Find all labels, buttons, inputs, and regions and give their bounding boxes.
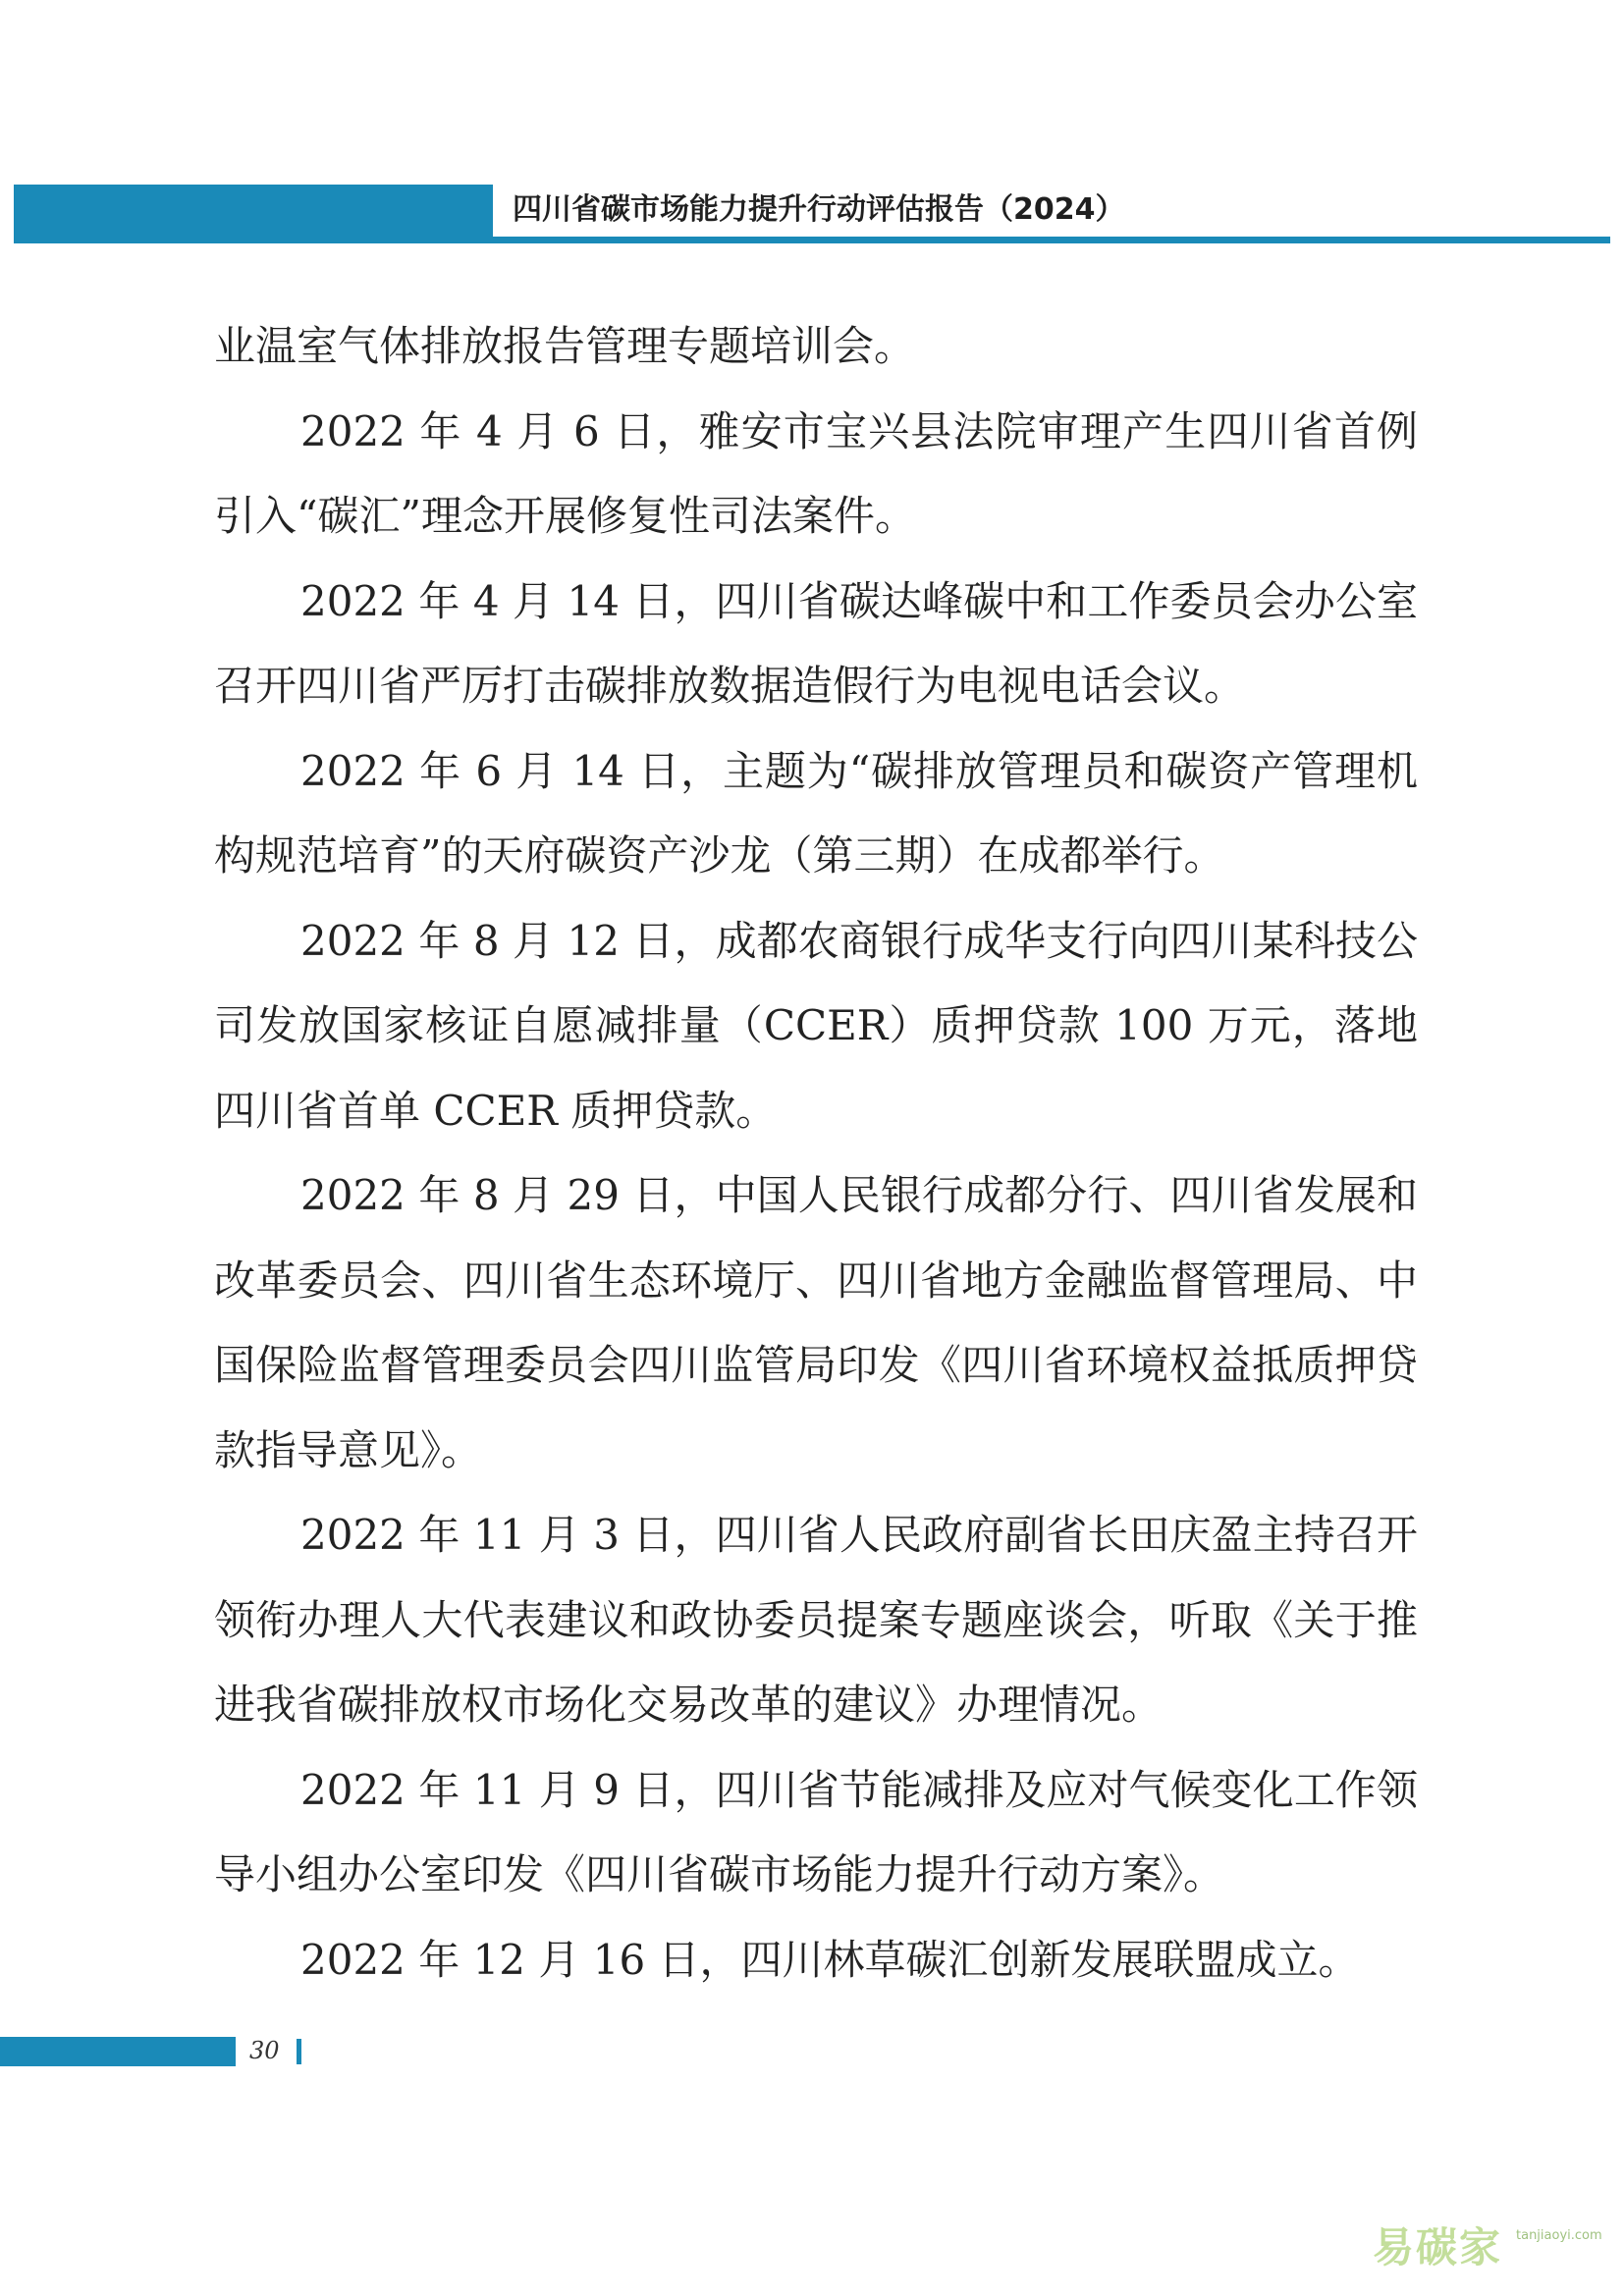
paragraph: 业温室气体排放报告管理专题培训会。	[214, 322, 916, 370]
watermark-text: 易碳家	[1373, 2223, 1503, 2271]
paragraph: 2022 年 6 月 14 日，主题为“碳排放管理员和碳资产管理机构规范培育”的天府碳资产沙龙（第三期）在成都举行。	[214, 746, 1418, 880]
paragraph: 2022 年 11 月 3 日，四川省人民政府副省长田庆盈主持召开领衔办理人大代表建议和政协委员提案专题座谈会，听取《关于推进我省碳排放权市场化交易改革的建议》办理情况。	[214, 1511, 1418, 1729]
header-rule	[493, 237, 1610, 243]
paragraph: 2022 年 4 月 6 日，雅安市宝兴县法院审理产生四川省首例引入“碳汇”理念开展修复性司法案件。	[214, 406, 1418, 540]
paragraph: 2022 年 4 月 14 日，四川省碳达峰碳中和工作委员会办公室召开四川省严厉打击碳排放数据造假行为电视电话会议。	[214, 576, 1418, 710]
paragraph: 2022 年 11 月 9 日，四川省节能减排及应对气候变化工作领导小组办公室印发《四川省碳市场能力提升行动方案》。	[214, 1765, 1418, 1898]
watermark-logo	[1373, 2220, 1602, 2275]
footer-accent-bar	[0, 2037, 236, 2066]
footer-mark	[297, 2039, 301, 2064]
paragraph: 2022 年 8 月 12 日，成都农商银行成华支行向四川某科技公司发放国家核证自愿减排量（CCER）质押贷款 100 万元，落地四川省首单 CCER 质押贷款。	[214, 916, 1418, 1135]
paragraph: 2022 年 8 月 29 日，中国人民银行成都分行、四川省发展和改革委员会、四川省生态环境厅、四川省地方金融监督管理局、中国保险监督管理委员会四川监管局印发《四川省环境权益抵质押贷款指导意见》。	[214, 1171, 1418, 1474]
running-header-title: 四川省碳市场能力提升行动评估报告（2024）	[513, 192, 1125, 227]
body-text	[214, 304, 1418, 2002]
page-number: 30	[249, 2037, 280, 2064]
header-accent-bar	[14, 185, 493, 243]
watermark-url: tanjiaoyi.com	[1516, 2228, 1602, 2243]
paragraph: 2022 年 12 月 16 日，四川林草碳汇创新发展联盟成立。	[300, 1935, 1360, 1984]
page-footer	[0, 2037, 324, 2066]
page-header	[14, 185, 1610, 243]
